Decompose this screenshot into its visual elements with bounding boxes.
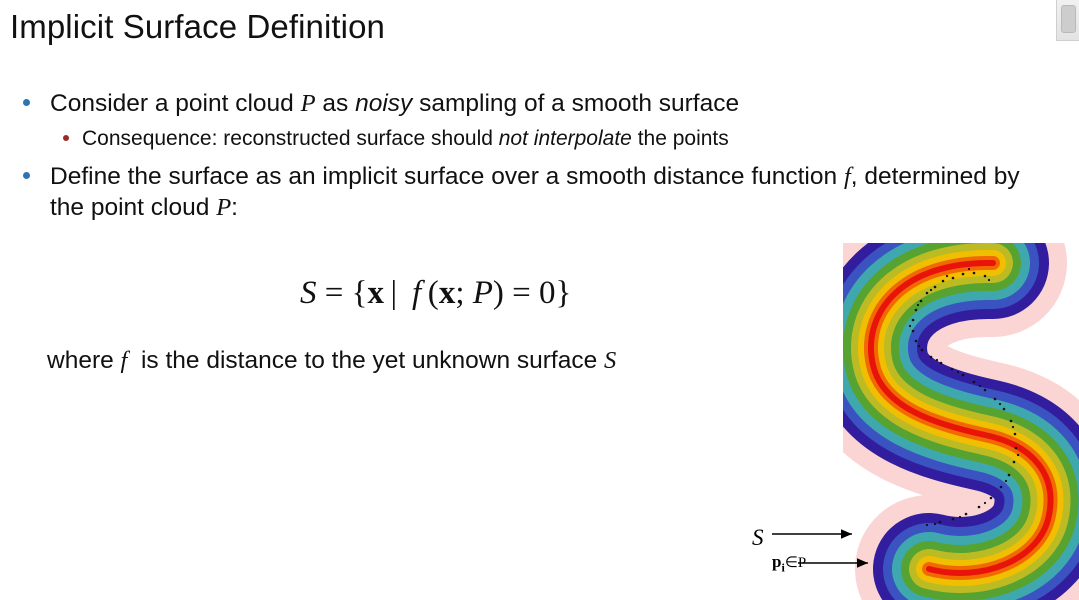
bullet-dot-icon xyxy=(23,99,30,106)
scrollbar-thumb-handle[interactable] xyxy=(1061,5,1076,33)
bullet-text-1-part-1: Consider a point cloud xyxy=(50,90,301,117)
bullet-text-2-part-2: not interpolate xyxy=(498,127,632,151)
scrollbar-thumb[interactable] xyxy=(1056,0,1079,41)
annotation-arrows xyxy=(740,515,940,600)
point-label-index: i xyxy=(781,560,785,575)
slide-body xyxy=(10,88,1050,227)
bullet-text-3-part-3: , determined by the point cloud xyxy=(50,162,1020,222)
bullet-text-1-part-4: noisy xyxy=(355,90,413,117)
bullet-text-3-part-1: Define the surface as an implicit surface over a smooth distance function xyxy=(50,162,844,190)
point-label-membership: ∈P xyxy=(784,555,807,571)
equation-text: S = {x | f (x; P) = 0} xyxy=(300,275,572,311)
bullet-text-1-part-5: sampling of a smooth surface xyxy=(412,90,740,117)
bullet-text-2-part-3: the points xyxy=(631,127,729,151)
bullet-text-3-part-4: P xyxy=(216,194,232,222)
bullet-text-1-part-3: as xyxy=(315,90,356,117)
bullet-text-2-part-1: Consequence: reconstructed surface should xyxy=(82,127,499,151)
sub-bullet-dot-icon xyxy=(63,135,69,141)
bullet-text-3-part-5: : xyxy=(231,194,238,222)
point-label-p: p xyxy=(772,552,782,571)
page-title: Implicit Surface Definition xyxy=(10,8,386,45)
equation-display xyxy=(300,275,571,312)
surface-label-annotation: S xyxy=(752,525,764,550)
bullet-dot-icon xyxy=(23,172,30,179)
bullet-text-3-part-2: f xyxy=(843,162,851,190)
bullet-item-1 xyxy=(10,88,1050,119)
bullet-text-1-part-2: P xyxy=(300,90,316,117)
where-clause: where f is the distance to the yet unknown surface S xyxy=(47,347,617,374)
bullet-item-3 xyxy=(10,161,1050,224)
bullet-item-2 xyxy=(10,125,1050,152)
point-label-annotation xyxy=(772,552,806,575)
